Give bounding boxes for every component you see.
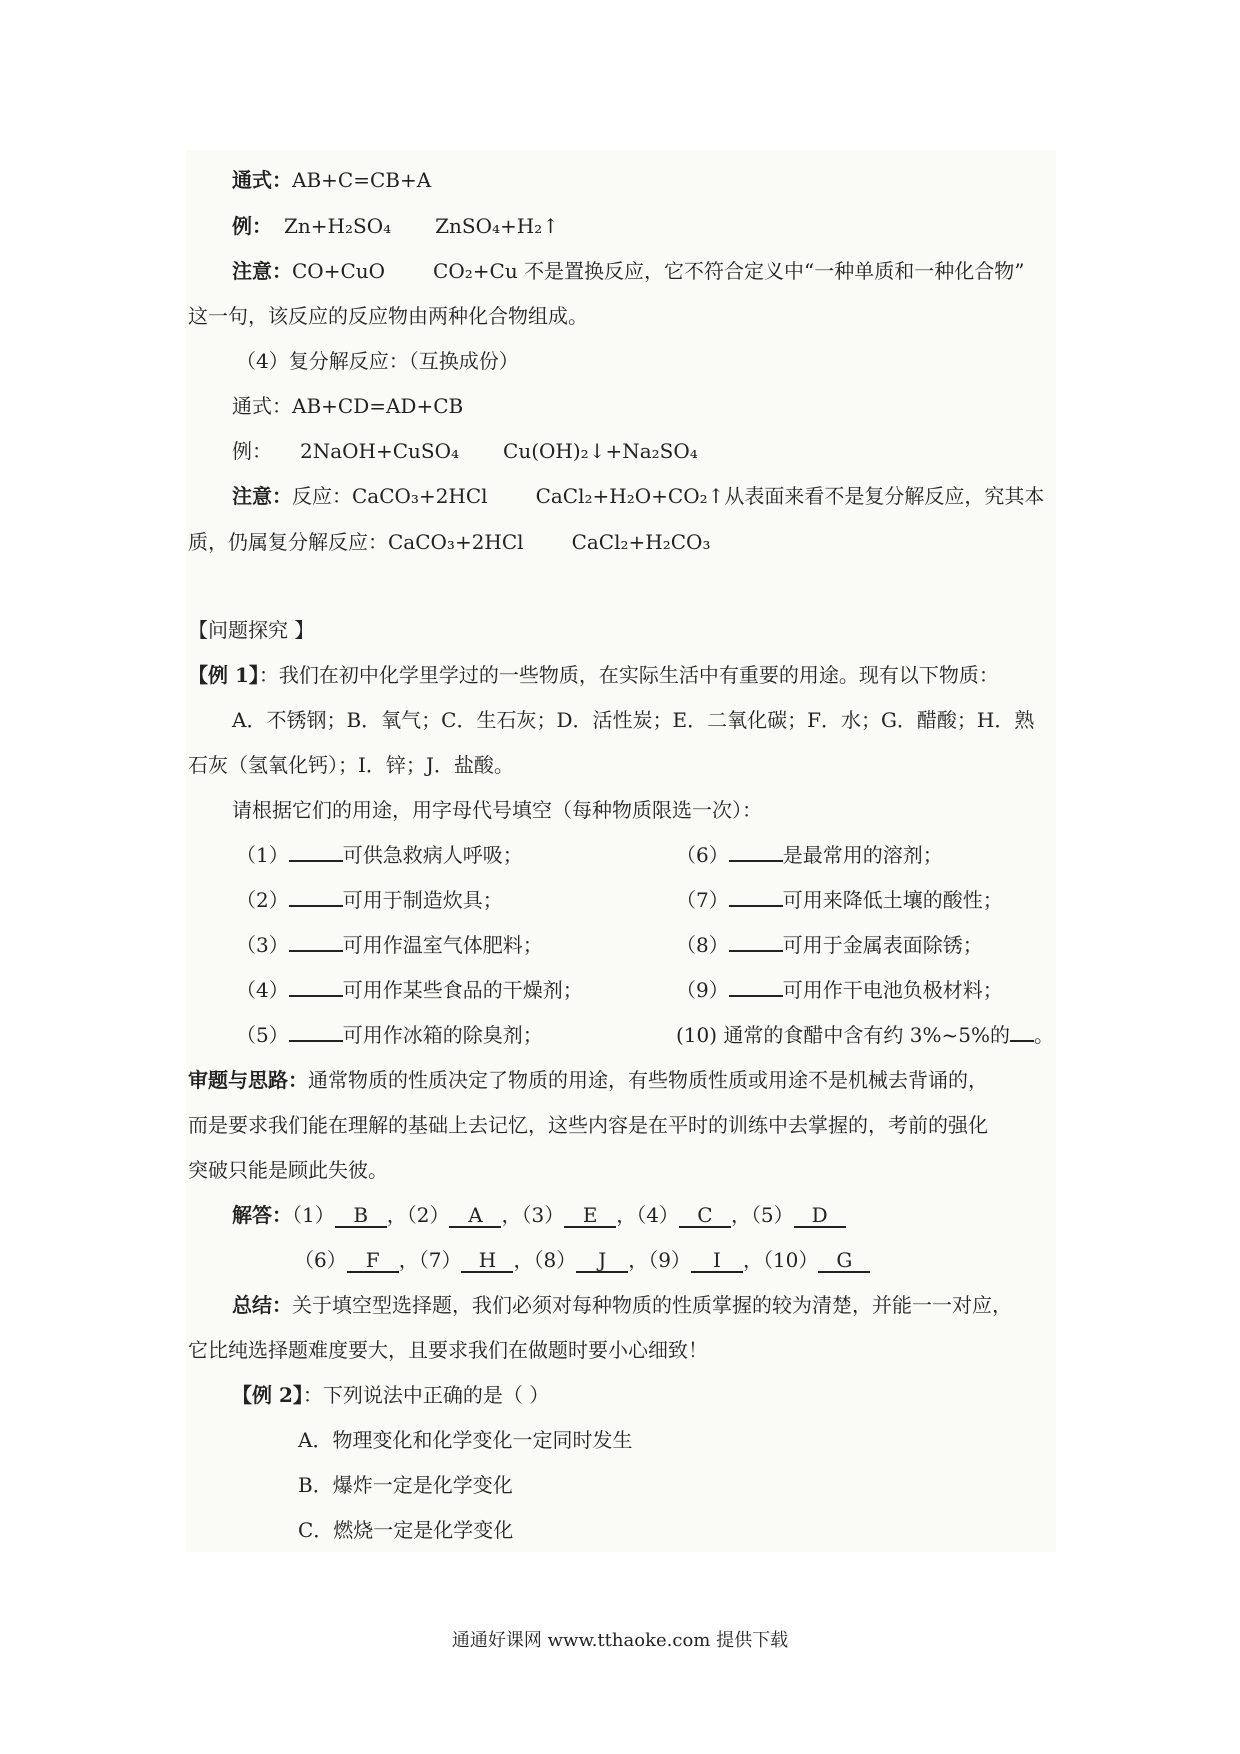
analysis-text: 通常物质的性质决定了物质的用途，有些物质性质或用途不是机械去背诵的， — [308, 1068, 988, 1092]
note-line — [232, 259, 1025, 283]
answer-value: B — [335, 1204, 387, 1228]
answer-value: I — [691, 1249, 743, 1273]
answer-number: （5） — [750, 1203, 794, 1227]
answer-number: （10） — [762, 1248, 819, 1272]
example2-option-a: A．物理变化和化学变化一定同时发生 — [298, 1428, 633, 1452]
example-products: Cu(OH)₂↓+Na₂SO₄ — [503, 439, 698, 463]
separator: ， — [628, 1248, 649, 1272]
answer-value: D — [794, 1204, 846, 1228]
summary-line-1 — [232, 1293, 1012, 1317]
item-number: （6） — [676, 843, 729, 867]
page-footer: 通通好课网 www.tthaoke.com 提供下载 — [451, 1630, 789, 1651]
example2-option-c: C．燃烧一定是化学变化 — [298, 1518, 514, 1542]
analysis-line-3: 突破只能是顾此失彼。 — [188, 1158, 388, 1182]
formula-line: 通式：AB+CD=AD+CB — [232, 394, 464, 418]
example1-label: 【例 1】 — [188, 663, 259, 687]
item-text: 可供急救病人呼吸； — [342, 843, 523, 867]
summary-text: 关于填空型选择题，我们必须对每种物质的性质掌握的较为清楚，并能一一对应， — [292, 1293, 1012, 1317]
example-line — [232, 214, 559, 238]
answer-label: 解答： — [232, 1203, 292, 1227]
item-text: 可用作冰箱的除臭剂； — [342, 1023, 543, 1047]
note-continuation — [188, 530, 710, 554]
note-line — [232, 484, 1044, 508]
summary-line-2: 它比纯选择题难度要大，且要求我们在做题时要小心细致！ — [188, 1338, 708, 1362]
answer-blank[interactable] — [289, 950, 343, 952]
answer-number: （1） — [292, 1203, 335, 1227]
answer-value: A — [449, 1204, 501, 1228]
example-reactants: 2NaOH+CuSO₄ — [300, 439, 460, 463]
answer-blank[interactable] — [289, 995, 343, 997]
inquiry-heading: 【问题探究 】 — [188, 618, 315, 642]
example1-intro — [188, 663, 999, 687]
answer-blank[interactable] — [1010, 1040, 1034, 1042]
answer-blank[interactable] — [289, 1040, 343, 1042]
analysis-line-2: 而是要求我们能在理解的基础上去记忆，这些内容是在平时的训练中去掌握的，考前的强化 — [188, 1113, 988, 1137]
fill-item-10 — [676, 1023, 1054, 1047]
item-text: 可用来降低土壤的酸性； — [782, 888, 1003, 912]
answer-blank[interactable] — [729, 950, 783, 952]
item-number: （3） — [236, 933, 289, 957]
answer-number: （6） — [294, 1248, 347, 1272]
answer-number: （3） — [521, 1203, 565, 1227]
note-reactants: 反应：CaCO₃+2HCl — [292, 484, 488, 508]
options-line-2: 石灰（氢氧化钙）；I．锌；J．盐酸。 — [188, 753, 514, 777]
item-punct: 。 — [1033, 1023, 1054, 1047]
separator: ， — [730, 1203, 751, 1227]
instruction: 请根据它们的用途，用字母代号填空（每种物质限选一次）： — [232, 798, 762, 822]
example-label: 例： — [232, 439, 272, 463]
fill-item-6 — [676, 843, 943, 867]
separator: ， — [616, 1203, 637, 1227]
answers-row-2 — [294, 1248, 870, 1273]
formula-text: AB+C=CB+A — [292, 168, 432, 192]
note-cont-products: CaCl₂+H₂CO₃ — [571, 530, 711, 554]
note-continuation: 这一句，该反应的反应物由两种化合物组成。 — [188, 304, 588, 328]
fill-item-9 — [676, 978, 1003, 1002]
separator: ， — [398, 1248, 419, 1272]
item-text: (10) 通常的食醋中含有约 3%~5%的 — [676, 1023, 1010, 1047]
item-text: 可用作温室气体肥料； — [342, 933, 543, 957]
fill-item-1 — [236, 843, 523, 867]
analysis-line-1 — [188, 1068, 988, 1092]
item-number: （7） — [676, 888, 729, 912]
answer-number: （4） — [636, 1203, 679, 1227]
item-text: 可用于金属表面除锈； — [782, 933, 983, 957]
fill-item-8 — [676, 933, 983, 957]
note-cont-reactants: 质，仍属复分解反应：CaCO₃+2HCl — [188, 530, 524, 554]
answer-blank[interactable] — [729, 905, 783, 907]
answer-number: （2） — [406, 1203, 450, 1227]
answer-value: G — [818, 1249, 870, 1273]
item-number: （1） — [236, 843, 289, 867]
note-products: CaCl₂+H₂O+CO₂↑从表面来看不是复分解反应，究其本 — [535, 484, 1045, 508]
fill-item-3 — [236, 933, 543, 957]
answer-blank[interactable] — [289, 860, 343, 862]
answer-blank[interactable] — [729, 995, 783, 997]
separator: ， — [501, 1203, 522, 1227]
item-number: （9） — [676, 978, 729, 1002]
answer-value: J — [576, 1249, 628, 1273]
answer-value: F — [347, 1249, 399, 1273]
example2-question — [232, 1383, 549, 1407]
answer-blank[interactable] — [289, 905, 343, 907]
item-text: 可用作某些食品的干燥剂； — [342, 978, 583, 1002]
note-products: CO₂+Cu 不是置换反应，它不符合定义中“一种单质和一种化合物” — [433, 259, 1025, 283]
fill-item-2 — [236, 888, 503, 912]
answers-row-1 — [232, 1203, 846, 1228]
example2-label: 【例 2】 — [232, 1383, 303, 1407]
separator: ， — [742, 1248, 763, 1272]
example-line — [232, 439, 698, 463]
answer-number: （8） — [533, 1248, 577, 1272]
item-number: （4） — [236, 978, 289, 1002]
answer-number: （9） — [648, 1248, 691, 1272]
options-line-1: A．不锈钢；B．氧气；C．生石灰；D．活性炭；E．二氧化碳；F．水；G．醋酸；H．熟 — [232, 708, 1035, 732]
answer-value: H — [461, 1249, 513, 1273]
formula-line — [232, 168, 431, 192]
item-number: （8） — [676, 933, 729, 957]
answer-number: （7） — [418, 1248, 462, 1272]
example-label: 例： — [232, 214, 272, 238]
formula-label: 通式： — [232, 168, 292, 192]
analysis-label: 审题与思路： — [188, 1068, 308, 1092]
fill-item-5 — [236, 1023, 543, 1047]
note-reactants: CO+CuO — [292, 259, 386, 283]
fill-item-4 — [236, 978, 583, 1002]
fill-item-7 — [676, 888, 1003, 912]
separator: ， — [513, 1248, 534, 1272]
separator: ， — [386, 1203, 407, 1227]
example1-text: ：我们在初中化学里学过的一些物质，在实际生活中有重要的用途。现有以下物质： — [258, 663, 999, 687]
example-products: ZnSO₄+H₂↑ — [435, 214, 559, 238]
item-number: （5） — [236, 1023, 289, 1047]
note-label: 注意： — [232, 484, 292, 508]
item-text: 可用于制造炊具； — [342, 888, 503, 912]
item-number: （2） — [236, 888, 289, 912]
answer-value: C — [679, 1204, 731, 1228]
example2-text: ：下列说法中正确的是（ ） — [302, 1383, 550, 1407]
section-heading: （4）复分解反应：（互换成份） — [236, 349, 519, 373]
example2-option-b: B．爆炸一定是化学变化 — [298, 1473, 513, 1497]
note-label: 注意： — [232, 259, 292, 283]
item-text: 可用作干电池负极材料； — [782, 978, 1003, 1002]
answer-value: E — [564, 1204, 616, 1228]
example-reactants: Zn+H₂SO₄ — [284, 214, 392, 238]
summary-label: 总结： — [232, 1293, 292, 1317]
item-text: 是最常用的溶剂； — [782, 843, 943, 867]
answer-blank[interactable] — [729, 860, 783, 862]
